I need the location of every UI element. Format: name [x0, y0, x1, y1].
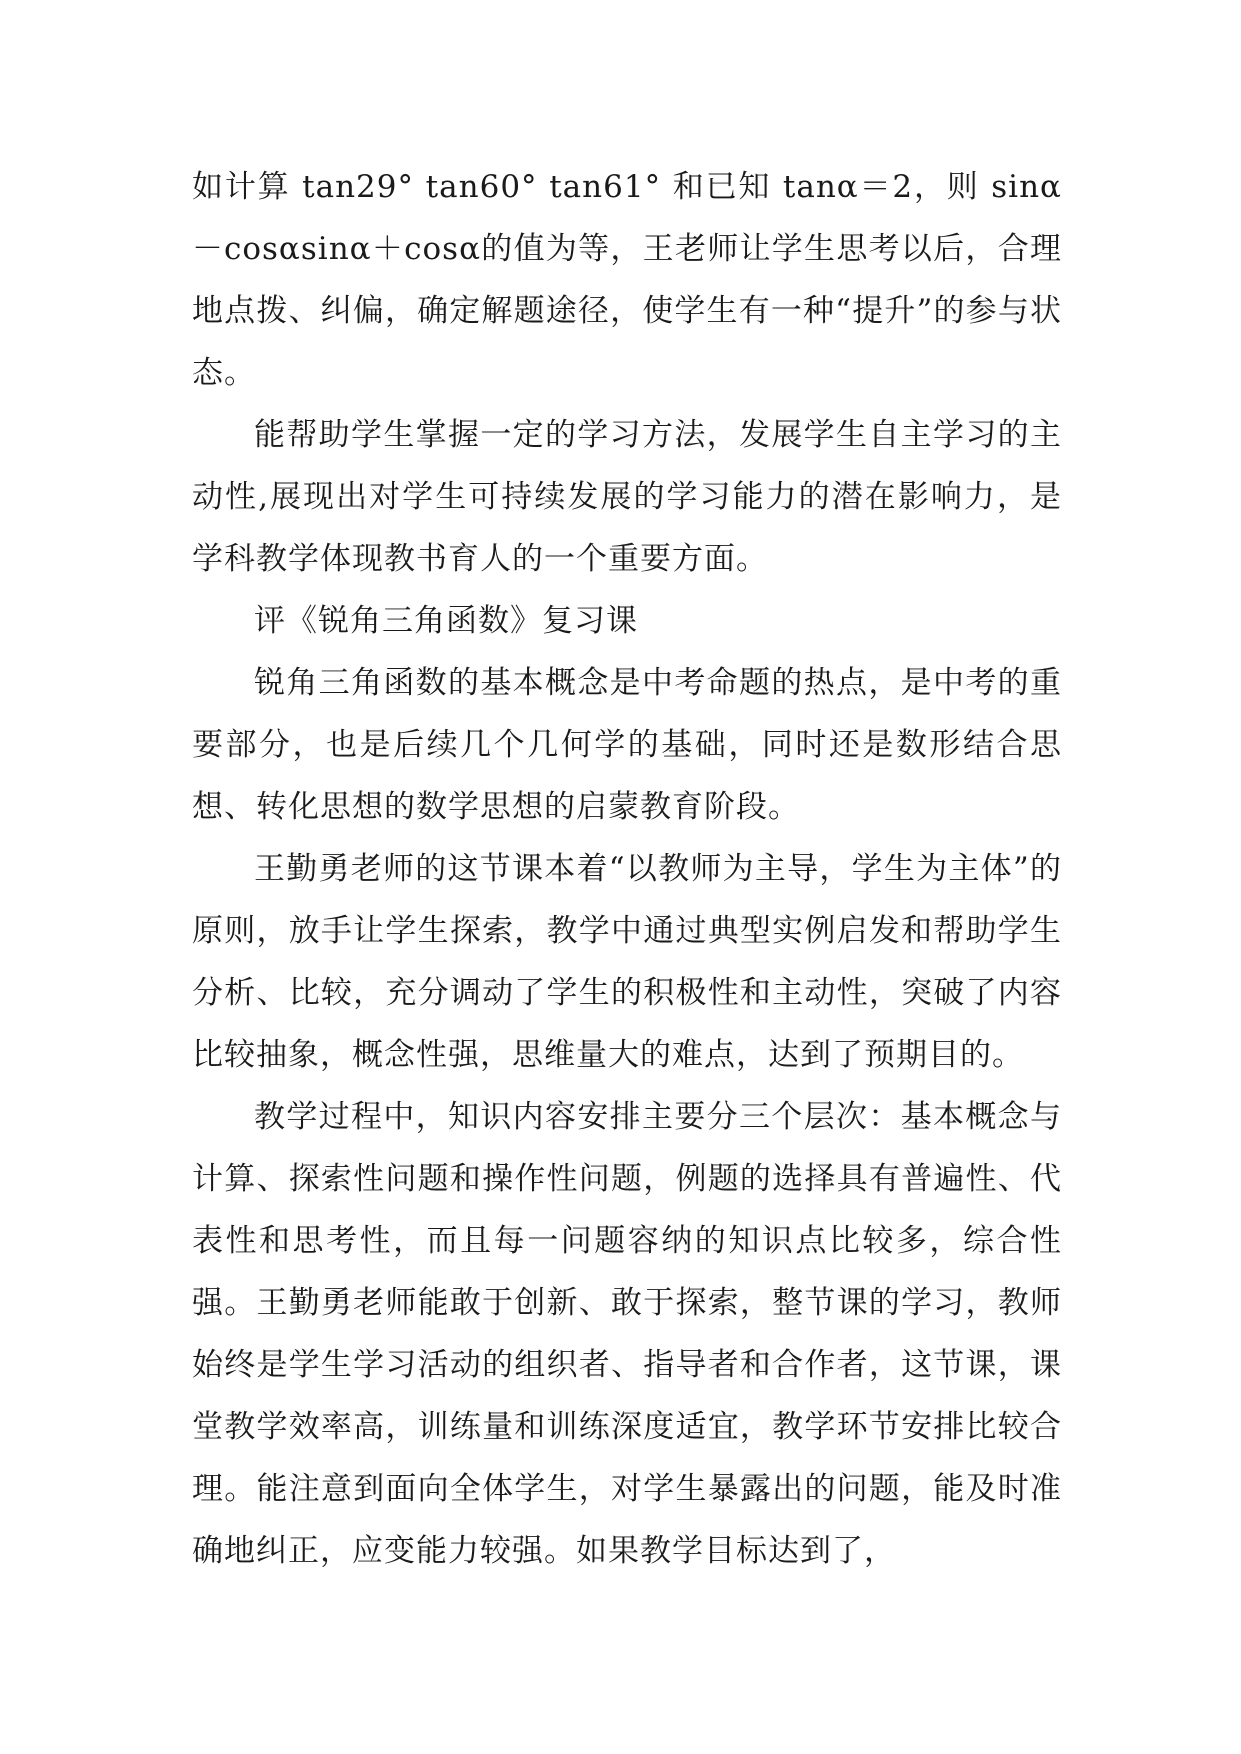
paragraph-teaching-process: 教学过程中，知识内容安排主要分三个层次：基本概念与计算、探索性问题和操作性问题，例题的选择具有普遍性、代表性和思考性，而且每一问题容纳的知识点比较多，综合性强。王勤勇老师能敢于创新、敢于探索，整节课的学习，教师始终是学生学习活动的组织者、指导者和合作者，这节课，课堂教学效率高，训练量和训练深度适宜，教学环节安排比较合理。能注意到面向全体学生，对学生暴露出的问题，能及时准确地纠正，应变能力较强。如果教学目标达到了， — [192, 1099, 1062, 1569]
paragraph-lesson-review: 王勤勇老师的这节课本着“以教师为主导，学生为主体”的原则，放手让学生探索，教学中通过典型实例启发和帮助学生分析、比较，充分调动了学生的积极性和主动性，突破了内容比较抽象，概念性强，思维量大的难点，达到了预期目的。 — [192, 851, 1062, 1073]
section-heading: 评《锐角三角函数》复习课 — [254, 603, 638, 639]
paragraph-basic-concepts: 锐角三角函数的基本概念是中考命题的热点，是中考的重要部分，也是后续几个几何学的基础，同时还是数形结合思想、转化思想的数学思想的启蒙教育阶段。 — [192, 665, 1062, 825]
document-body — [192, 156, 1062, 1582]
paragraph-tan-example: 如计算 tan29° tan60° tan61° 和已知 tanα＝2，则 sinα－cosαsinα＋cosα的值为等，王老师让学生思考以后，合理地点拨、纠偏，确定解题途径，使学生有一种“提升”的参与状态。 — [192, 169, 1062, 391]
paragraph-learning-methods: 能帮助学生掌握一定的学习方法，发展学生自主学习的主动性,展现出对学生可持续发展的学习能力的潜在影响力，是学科教学体现教书育人的一个重要方面。 — [192, 417, 1062, 577]
